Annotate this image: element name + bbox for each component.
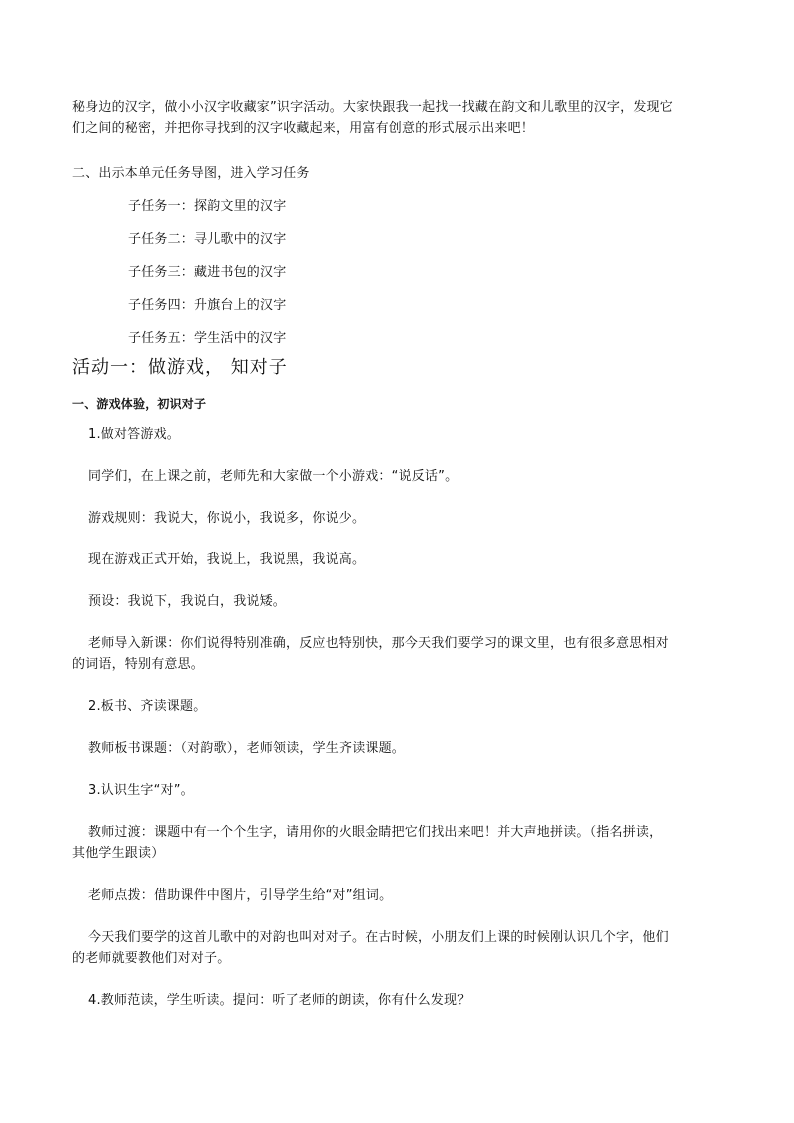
subtask-item: 子任务一：探韵文里的汉字 [128, 199, 287, 214]
subtask-item: 子任务五：学生活中的汉字 [128, 331, 287, 346]
subtask-item: 子任务四：升旗台上的汉字 [128, 298, 287, 313]
paragraph: 3.认识生字“对”。 [88, 783, 194, 798]
paragraph: 游戏规则：我说大，你说小，我说多，你说少。 [88, 511, 366, 526]
section-two-heading: 二、出示本单元任务导图，进入学习任务 [72, 166, 310, 181]
paragraph: 教师板书课题：（对韵歌），老师领读，学生齐读课题。 [88, 741, 406, 756]
paragraph: 教师过渡：课题中有一个个生字，请用你的火眼金睛把它们找出来吧！并大声地拼读。（指名拼读， [88, 825, 663, 840]
paragraph: 4.教师范读，学生听读。提问：听了老师的朗读，你有什么发现？ [88, 993, 471, 1008]
paragraph-continuation: 的老师就要教他们对对子。 [72, 951, 231, 966]
paragraph: 同学们，在上课之前，老师先和大家做一个小游戏：“说反话”。 [88, 469, 459, 484]
intro-line-1: 秘身边的汉字，做小小汉字收藏家”识字活动。大家快跟我一起找一找藏在韵文和儿歌里的汉字，发现它 [72, 100, 673, 115]
game-section-heading: 一、游戏体验，初识对子 [72, 397, 207, 411]
paragraph: 今天我们要学的这首儿歌中的对韵也叫对对子。在古时候，小朋友们上课的时候刚认识几个字，他们 [88, 930, 669, 945]
paragraph: 老师导入新课：你们说得特别准确，反应也特别快，那今天我们要学习的课文里，也有很多意思相对 [88, 636, 669, 651]
activity-title: 活动一：做游戏， 知对子 [72, 357, 288, 378]
paragraph-continuation: 的词语，特别有意思。 [72, 657, 205, 672]
intro-line-2: 们之间的秘密，并把你寻找到的汉字收藏起来，用富有创意的形式展示出来吧！ [72, 121, 535, 136]
paragraph: 预设：我说下，我说白，我说矮。 [88, 594, 287, 609]
paragraph: 2.板书、齐读课题。 [88, 699, 207, 714]
paragraph: 1.做对答游戏。 [88, 427, 181, 442]
paragraph-continuation: 其他学生跟读） [72, 846, 165, 861]
paragraph: 现在游戏正式开始，我说上，我说黑，我说高。 [88, 552, 366, 567]
subtask-item: 子任务二：寻儿歌中的汉字 [128, 232, 287, 247]
paragraph: 老师点拨：借助课件中图片，引导学生给“对”组词。 [88, 888, 393, 903]
subtask-item: 子任务三：藏进书包的汉字 [128, 265, 287, 280]
